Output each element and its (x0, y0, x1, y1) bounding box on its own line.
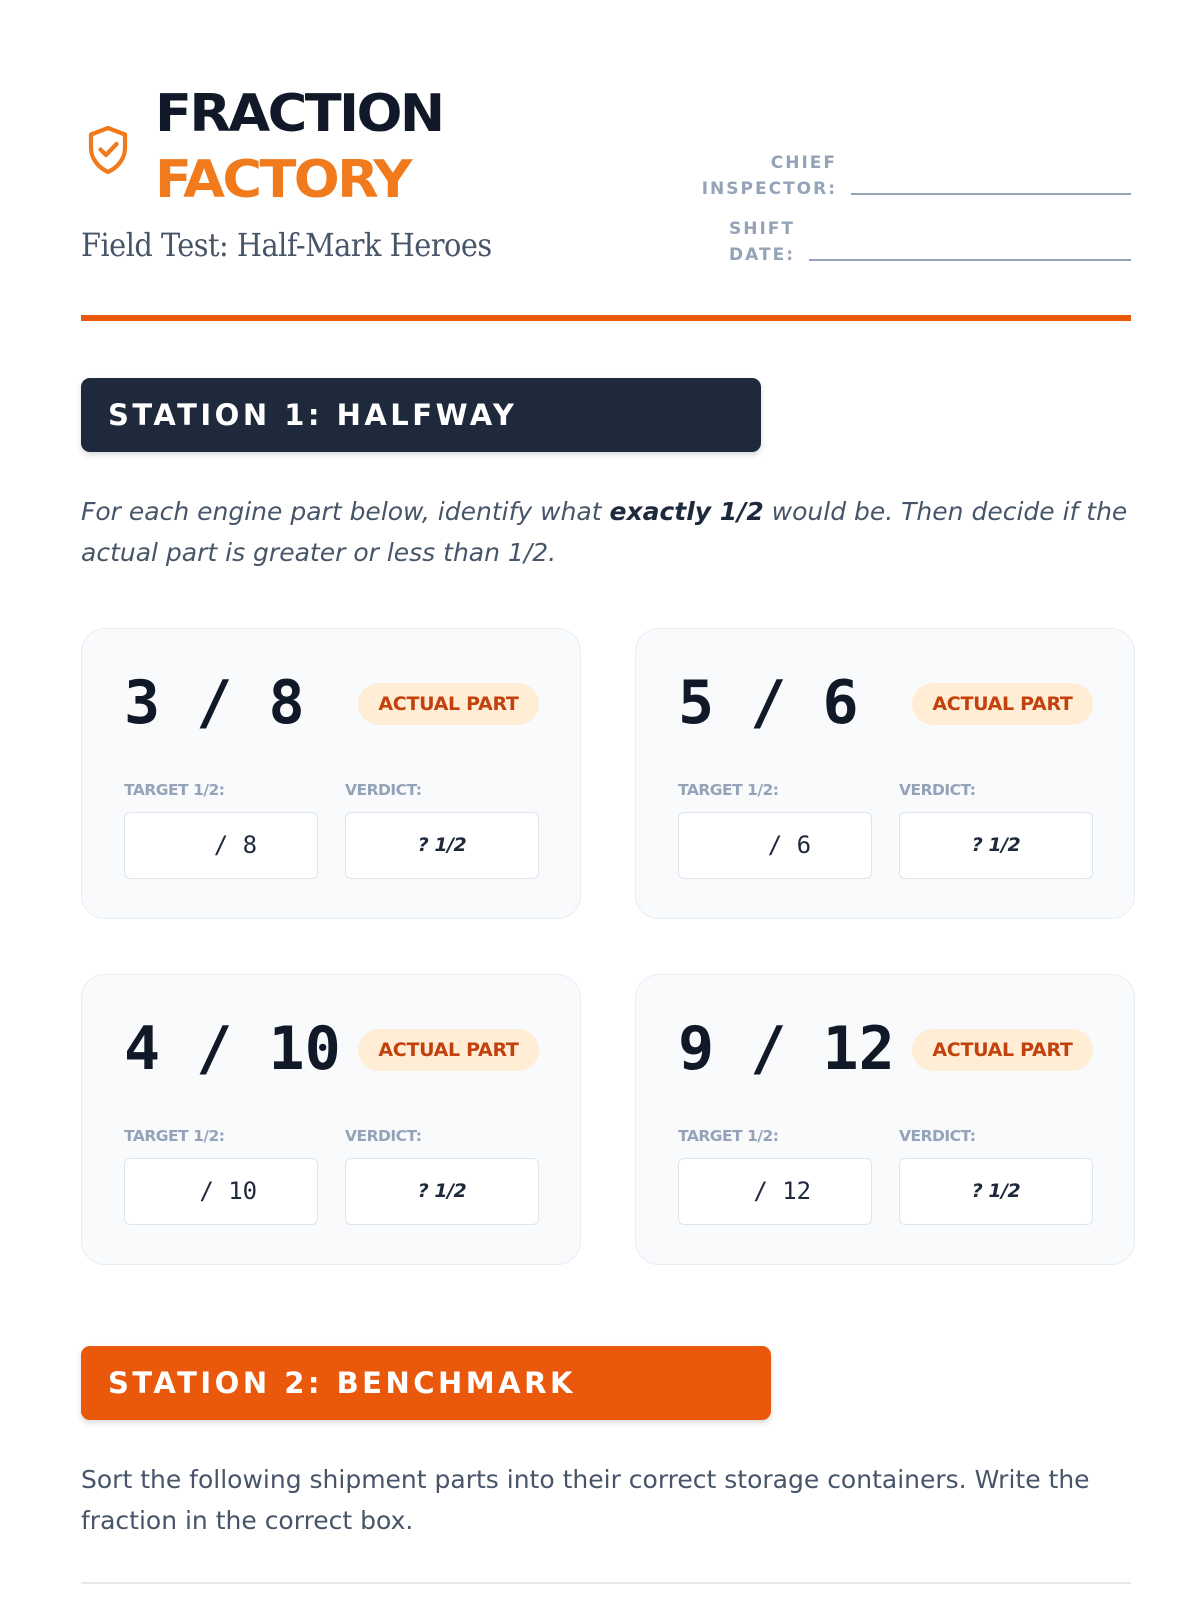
verdict-label: VERDICT: (345, 781, 422, 799)
fraction-value: 9 / 12 (678, 1014, 895, 1084)
actual-part-badge: ACTUAL PART (358, 1029, 539, 1071)
worksheet-subtitle: Field Test: Half-Mark Heroes (81, 226, 492, 264)
fraction-card (635, 628, 1135, 919)
verdict-input-box[interactable]: ? 1/2 (345, 812, 539, 879)
shift-date-field[interactable] (729, 216, 1131, 268)
chief-inspector-field[interactable] (702, 150, 1131, 202)
target-label: TARGET 1/2: (124, 1127, 225, 1145)
shield-check-icon (85, 124, 131, 176)
verdict-label: VERDICT: (899, 1127, 976, 1145)
instructions-emphasis: exactly 1/2 (609, 497, 764, 526)
target-label: TARGET 1/2: (678, 781, 779, 799)
verdict-input-box[interactable]: ? 1/2 (345, 1158, 539, 1225)
brand-title-line1: FRACTION (155, 84, 443, 144)
worksheet-header (81, 80, 1131, 320)
chief-inspector-input-line[interactable] (851, 193, 1131, 195)
header-divider (81, 315, 1131, 321)
actual-part-badge: ACTUAL PART (912, 1029, 1093, 1071)
verdict-input-box[interactable]: ? 1/2 (899, 812, 1093, 879)
target-input-box[interactable]: / 12 (678, 1158, 872, 1225)
station-2-instructions: Sort the following shipment parts into their correct storage containers. Write the fraction in the correct box. (81, 1465, 1090, 1535)
target-label: TARGET 1/2: (678, 1127, 779, 1145)
section-divider (81, 1582, 1131, 1584)
shift-date-label: SHIFT DATE: (728, 219, 795, 265)
verdict-label: VERDICT: (345, 1127, 422, 1145)
fraction-card (635, 974, 1135, 1265)
station-2-banner: STATION 2: BENCHMARK LOGISTICS (81, 1346, 771, 1420)
target-input-box[interactable]: / 8 (124, 812, 318, 879)
brand-title-line2: FACTORY (155, 150, 410, 210)
verdict-label: VERDICT: (899, 781, 976, 799)
chief-inspector-label: CHIEF INSPECTOR: (701, 153, 837, 199)
verdict-input-box[interactable]: ? 1/2 (899, 1158, 1093, 1225)
target-input-box[interactable]: / 10 (124, 1158, 318, 1225)
actual-part-badge: ACTUAL PART (912, 683, 1093, 725)
fraction-value: 4 / 10 (124, 1014, 341, 1084)
shift-date-input-line[interactable] (809, 259, 1131, 261)
station-1-instructions: For each engine part below, identify what exactly 1/2 would be. Then decide if the actual part is greater or less than 1/2. (81, 497, 1128, 567)
fraction-value: 3 / 8 (124, 668, 305, 738)
fraction-card (81, 628, 581, 919)
fraction-value: 5 / 6 (678, 668, 859, 738)
target-input-box[interactable]: / 6 (678, 812, 872, 879)
target-label: TARGET 1/2: (124, 781, 225, 799)
station-1-banner: STATION 1: HALFWAY CALIBRATION (81, 378, 761, 452)
actual-part-badge: ACTUAL PART (358, 683, 539, 725)
fraction-card (81, 974, 581, 1265)
